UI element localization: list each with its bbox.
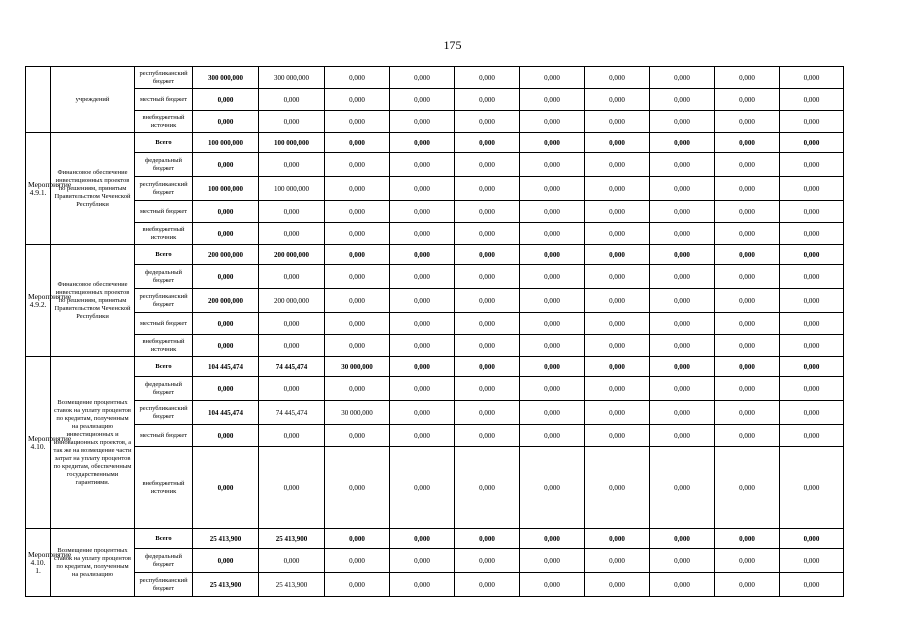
amount-cell: 0,000 xyxy=(455,313,520,335)
amount-cell: 100 000,000 xyxy=(193,133,259,153)
amount-cell: 0,000 xyxy=(650,313,715,335)
measure-name: Возмещение процентных ставок на уплату процентов по кредитам, полученным на реализацию инвестиционных и инновационных проектов, а так же на возмещение части затрат на уплату процентов по кредитам, обеспеченным государственными гарантиями. xyxy=(51,357,135,529)
funding-source: Всего xyxy=(135,245,193,265)
amount-cell: 0,000 xyxy=(390,425,455,447)
amount-cell: 0,000 xyxy=(715,245,780,265)
amount-cell: 0,000 xyxy=(259,549,325,573)
amount-cell: 0,000 xyxy=(455,401,520,425)
amount-cell: 0,000 xyxy=(650,529,715,549)
measure-id: Мероприятие 4.10. 1. xyxy=(26,529,51,597)
amount-cell: 0,000 xyxy=(650,549,715,573)
amount-cell: 0,000 xyxy=(193,111,259,133)
amount-cell: 100 000,000 xyxy=(193,177,259,201)
amount-cell: 0,000 xyxy=(585,313,650,335)
amount-cell: 0,000 xyxy=(520,401,585,425)
amount-cell: 0,000 xyxy=(390,357,455,377)
amount-cell: 0,000 xyxy=(650,133,715,153)
amount-cell: 200 000,000 xyxy=(259,289,325,313)
amount-cell: 0,000 xyxy=(715,111,780,133)
amount-cell: 0,000 xyxy=(325,153,390,177)
amount-cell: 0,000 xyxy=(715,425,780,447)
amount-cell: 0,000 xyxy=(520,425,585,447)
amount-cell: 0,000 xyxy=(650,425,715,447)
amount-cell: 0,000 xyxy=(520,289,585,313)
amount-cell: 0,000 xyxy=(715,357,780,377)
amount-cell: 0,000 xyxy=(390,201,455,223)
amount-cell: 0,000 xyxy=(325,89,390,111)
amount-cell: 0,000 xyxy=(390,401,455,425)
amount-cell: 0,000 xyxy=(715,67,780,89)
amount-cell: 0,000 xyxy=(455,223,520,245)
amount-cell: 0,000 xyxy=(585,289,650,313)
measure-name: Возмещение процентных ставок на уплату процентов по кредитам, полученным на реализацию xyxy=(51,529,135,597)
table-row xyxy=(26,529,844,549)
funding-source: республиканский бюджет xyxy=(135,289,193,313)
amount-cell: 0,000 xyxy=(650,357,715,377)
amount-cell: 30 000,000 xyxy=(325,357,390,377)
amount-cell: 200 000,000 xyxy=(193,289,259,313)
amount-cell: 0,000 xyxy=(715,201,780,223)
funding-source: местный бюджет xyxy=(135,313,193,335)
amount-cell: 0,000 xyxy=(780,401,844,425)
amount-cell: 0,000 xyxy=(585,335,650,357)
measure-name: Финансовое обеспечение инвестиционных проектов по решениям, принятым Правительством Чеченской Республики xyxy=(51,245,135,357)
amount-cell: 0,000 xyxy=(325,133,390,153)
funding-source: федеральный бюджет xyxy=(135,549,193,573)
amount-cell: 0,000 xyxy=(780,335,844,357)
table-row xyxy=(26,265,844,289)
funding-source: местный бюджет xyxy=(135,89,193,111)
amount-cell: 0,000 xyxy=(325,377,390,401)
page-number: 175 xyxy=(443,38,462,52)
amount-cell: 0,000 xyxy=(390,313,455,335)
amount-cell: 0,000 xyxy=(585,549,650,573)
amount-cell: 0,000 xyxy=(259,89,325,111)
amount-cell: 0,000 xyxy=(780,89,844,111)
amount-cell: 200 000,000 xyxy=(259,245,325,265)
funding-source: республиканский бюджет xyxy=(135,67,193,89)
amount-cell: 0,000 xyxy=(585,245,650,265)
amount-cell: 0,000 xyxy=(780,67,844,89)
amount-cell: 0,000 xyxy=(193,313,259,335)
amount-cell: 0,000 xyxy=(585,133,650,153)
amount-cell: 0,000 xyxy=(390,549,455,573)
amount-cell: 0,000 xyxy=(193,265,259,289)
amount-cell: 0,000 xyxy=(650,289,715,313)
amount-cell: 0,000 xyxy=(715,549,780,573)
amount-cell: 100 000,000 xyxy=(259,177,325,201)
amount-cell: 0,000 xyxy=(325,573,390,597)
table-row xyxy=(26,425,844,447)
amount-cell: 0,000 xyxy=(650,177,715,201)
amount-cell: 0,000 xyxy=(585,201,650,223)
amount-cell: 0,000 xyxy=(193,153,259,177)
amount-cell: 0,000 xyxy=(650,245,715,265)
amount-cell: 0,000 xyxy=(193,201,259,223)
amount-cell: 0,000 xyxy=(585,111,650,133)
amount-cell: 0,000 xyxy=(780,245,844,265)
amount-cell: 0,000 xyxy=(715,377,780,401)
funding-source: республиканский бюджет xyxy=(135,177,193,201)
amount-cell: 0,000 xyxy=(325,265,390,289)
amount-cell: 0,000 xyxy=(390,529,455,549)
funding-source: Всего xyxy=(135,357,193,377)
amount-cell: 0,000 xyxy=(520,245,585,265)
amount-cell: 0,000 xyxy=(390,133,455,153)
amount-cell: 0,000 xyxy=(455,357,520,377)
amount-cell: 0,000 xyxy=(780,313,844,335)
amount-cell: 200 000,000 xyxy=(193,245,259,265)
amount-cell: 0,000 xyxy=(455,377,520,401)
amount-cell: 0,000 xyxy=(715,153,780,177)
amount-cell: 0,000 xyxy=(325,447,390,529)
amount-cell: 0,000 xyxy=(325,335,390,357)
amount-cell: 0,000 xyxy=(715,133,780,153)
amount-cell: 0,000 xyxy=(520,447,585,529)
amount-cell: 0,000 xyxy=(259,201,325,223)
amount-cell: 0,000 xyxy=(325,529,390,549)
table-row xyxy=(26,177,844,201)
measure-id: Мероприятие 4.9.2. xyxy=(26,245,51,357)
measure-id xyxy=(26,67,51,133)
amount-cell: 25 413,900 xyxy=(259,573,325,597)
amount-cell: 0,000 xyxy=(193,425,259,447)
funding-source: федеральный бюджет xyxy=(135,153,193,177)
amount-cell: 100 000,000 xyxy=(259,133,325,153)
funding-source: местный бюджет xyxy=(135,201,193,223)
measure-id: Мероприятие 4.9.1. xyxy=(26,133,51,245)
amount-cell: 0,000 xyxy=(455,335,520,357)
amount-cell: 0,000 xyxy=(585,223,650,245)
amount-cell: 0,000 xyxy=(455,425,520,447)
amount-cell: 0,000 xyxy=(715,447,780,529)
amount-cell: 0,000 xyxy=(259,265,325,289)
amount-cell: 0,000 xyxy=(520,223,585,245)
amount-cell: 0,000 xyxy=(259,335,325,357)
amount-cell: 0,000 xyxy=(650,335,715,357)
amount-cell: 0,000 xyxy=(780,289,844,313)
measure-name: учреждений xyxy=(51,67,135,133)
amount-cell: 0,000 xyxy=(715,573,780,597)
amount-cell: 104 445,474 xyxy=(193,357,259,377)
amount-cell: 0,000 xyxy=(780,153,844,177)
funding-source: внебюджетный источник xyxy=(135,447,193,529)
amount-cell: 0,000 xyxy=(455,289,520,313)
amount-cell: 25 413,900 xyxy=(259,529,325,549)
amount-cell: 0,000 xyxy=(455,265,520,289)
table-row xyxy=(26,573,844,597)
amount-cell: 0,000 xyxy=(585,573,650,597)
amount-cell: 0,000 xyxy=(455,89,520,111)
amount-cell: 0,000 xyxy=(455,67,520,89)
amount-cell: 0,000 xyxy=(520,153,585,177)
table-row xyxy=(26,289,844,313)
amount-cell: 0,000 xyxy=(520,357,585,377)
amount-cell: 0,000 xyxy=(520,67,585,89)
amount-cell: 0,000 xyxy=(390,335,455,357)
amount-cell: 0,000 xyxy=(520,529,585,549)
amount-cell: 25 413,900 xyxy=(193,573,259,597)
table-row xyxy=(26,549,844,573)
amount-cell: 0,000 xyxy=(650,447,715,529)
amount-cell: 0,000 xyxy=(390,223,455,245)
amount-cell: 0,000 xyxy=(325,223,390,245)
budget-table xyxy=(25,66,844,597)
amount-cell: 0,000 xyxy=(650,223,715,245)
amount-cell: 0,000 xyxy=(325,313,390,335)
amount-cell: 0,000 xyxy=(325,201,390,223)
amount-cell: 0,000 xyxy=(780,425,844,447)
amount-cell: 0,000 xyxy=(455,111,520,133)
funding-source: республиканский бюджет xyxy=(135,573,193,597)
amount-cell: 0,000 xyxy=(650,89,715,111)
amount-cell: 0,000 xyxy=(193,223,259,245)
amount-cell: 0,000 xyxy=(650,377,715,401)
table-row xyxy=(26,89,844,111)
amount-cell: 0,000 xyxy=(520,201,585,223)
amount-cell: 0,000 xyxy=(259,313,325,335)
amount-cell: 0,000 xyxy=(390,67,455,89)
amount-cell: 0,000 xyxy=(780,223,844,245)
table-row xyxy=(26,447,844,529)
table-row xyxy=(26,357,844,377)
amount-cell: 0,000 xyxy=(715,89,780,111)
amount-cell: 0,000 xyxy=(715,335,780,357)
amount-cell: 0,000 xyxy=(780,447,844,529)
amount-cell: 300 000,000 xyxy=(259,67,325,89)
amount-cell: 0,000 xyxy=(259,447,325,529)
amount-cell: 0,000 xyxy=(520,573,585,597)
amount-cell: 0,000 xyxy=(650,201,715,223)
amount-cell: 0,000 xyxy=(193,549,259,573)
amount-cell: 0,000 xyxy=(715,223,780,245)
amount-cell: 0,000 xyxy=(780,133,844,153)
amount-cell: 0,000 xyxy=(390,447,455,529)
amount-cell: 0,000 xyxy=(650,67,715,89)
funding-source: Всего xyxy=(135,133,193,153)
table-row xyxy=(26,245,844,265)
amount-cell: 0,000 xyxy=(520,335,585,357)
amount-cell: 0,000 xyxy=(585,447,650,529)
amount-cell: 0,000 xyxy=(455,153,520,177)
amount-cell: 0,000 xyxy=(455,573,520,597)
amount-cell: 0,000 xyxy=(325,67,390,89)
amount-cell: 0,000 xyxy=(390,245,455,265)
amount-cell: 0,000 xyxy=(455,133,520,153)
amount-cell: 0,000 xyxy=(520,313,585,335)
amount-cell: 0,000 xyxy=(715,177,780,201)
amount-cell: 0,000 xyxy=(193,377,259,401)
amount-cell: 0,000 xyxy=(455,447,520,529)
measure-id: Мероприятие 4.10. xyxy=(26,357,51,529)
amount-cell: 0,000 xyxy=(585,177,650,201)
funding-source: Всего xyxy=(135,529,193,549)
amount-cell: 0,000 xyxy=(390,89,455,111)
amount-cell: 0,000 xyxy=(520,265,585,289)
amount-cell: 0,000 xyxy=(193,447,259,529)
amount-cell: 0,000 xyxy=(650,265,715,289)
amount-cell: 0,000 xyxy=(520,177,585,201)
amount-cell: 0,000 xyxy=(325,177,390,201)
amount-cell: 0,000 xyxy=(780,265,844,289)
amount-cell: 0,000 xyxy=(455,245,520,265)
table-row xyxy=(26,201,844,223)
amount-cell: 0,000 xyxy=(585,425,650,447)
funding-source: внебюджетный источник xyxy=(135,223,193,245)
funding-source: федеральный бюджет xyxy=(135,377,193,401)
table-row xyxy=(26,67,844,89)
funding-source: местный бюджет xyxy=(135,425,193,447)
amount-cell: 0,000 xyxy=(520,133,585,153)
amount-cell: 0,000 xyxy=(390,153,455,177)
amount-cell: 74 445,474 xyxy=(259,401,325,425)
measure-name: Финансовое обеспечение инвестиционных проектов по решениям, принятым Правительством Чеченской Республики xyxy=(51,133,135,245)
table-row xyxy=(26,313,844,335)
amount-cell: 0,000 xyxy=(390,265,455,289)
amount-cell: 0,000 xyxy=(780,529,844,549)
amount-cell: 0,000 xyxy=(325,549,390,573)
amount-cell: 0,000 xyxy=(520,111,585,133)
amount-cell: 0,000 xyxy=(715,265,780,289)
amount-cell: 0,000 xyxy=(585,377,650,401)
amount-cell: 0,000 xyxy=(325,111,390,133)
amount-cell: 0,000 xyxy=(715,289,780,313)
amount-cell: 0,000 xyxy=(715,401,780,425)
table-row xyxy=(26,401,844,425)
amount-cell: 0,000 xyxy=(193,335,259,357)
funding-source: республиканский бюджет xyxy=(135,401,193,425)
funding-source: федеральный бюджет xyxy=(135,265,193,289)
amount-cell: 0,000 xyxy=(585,153,650,177)
amount-cell: 0,000 xyxy=(193,89,259,111)
amount-cell: 0,000 xyxy=(780,573,844,597)
amount-cell: 0,000 xyxy=(780,549,844,573)
funding-source: внебюджетный источник xyxy=(135,111,193,133)
table-row xyxy=(26,133,844,153)
amount-cell: 25 413,900 xyxy=(193,529,259,549)
table-row xyxy=(26,111,844,133)
amount-cell: 0,000 xyxy=(585,265,650,289)
amount-cell: 0,000 xyxy=(780,111,844,133)
amount-cell: 0,000 xyxy=(455,201,520,223)
amount-cell: 0,000 xyxy=(390,111,455,133)
amount-cell: 0,000 xyxy=(715,529,780,549)
amount-cell: 0,000 xyxy=(259,223,325,245)
budget-table-body xyxy=(26,67,844,597)
amount-cell: 0,000 xyxy=(650,111,715,133)
amount-cell: 0,000 xyxy=(259,425,325,447)
amount-cell: 0,000 xyxy=(520,89,585,111)
amount-cell: 0,000 xyxy=(585,89,650,111)
table-row xyxy=(26,335,844,357)
amount-cell: 0,000 xyxy=(455,549,520,573)
amount-cell: 0,000 xyxy=(455,529,520,549)
funding-source: внебюджетный источник xyxy=(135,335,193,357)
amount-cell: 0,000 xyxy=(390,289,455,313)
amount-cell: 0,000 xyxy=(780,377,844,401)
amount-cell: 0,000 xyxy=(325,425,390,447)
amount-cell: 0,000 xyxy=(780,357,844,377)
amount-cell: 0,000 xyxy=(585,67,650,89)
amount-cell: 0,000 xyxy=(650,153,715,177)
amount-cell: 0,000 xyxy=(650,401,715,425)
amount-cell: 0,000 xyxy=(715,313,780,335)
amount-cell: 0,000 xyxy=(520,377,585,401)
amount-cell: 0,000 xyxy=(259,377,325,401)
amount-cell: 104 445,474 xyxy=(193,401,259,425)
amount-cell: 0,000 xyxy=(780,177,844,201)
amount-cell: 0,000 xyxy=(585,401,650,425)
amount-cell: 74 445,474 xyxy=(259,357,325,377)
amount-cell: 30 000,000 xyxy=(325,401,390,425)
table-row xyxy=(26,223,844,245)
amount-cell: 0,000 xyxy=(390,377,455,401)
amount-cell: 0,000 xyxy=(259,153,325,177)
amount-cell: 0,000 xyxy=(585,357,650,377)
table-row xyxy=(26,153,844,177)
amount-cell: 0,000 xyxy=(325,245,390,265)
table-row xyxy=(26,377,844,401)
amount-cell: 0,000 xyxy=(650,573,715,597)
amount-cell: 0,000 xyxy=(390,573,455,597)
amount-cell: 0,000 xyxy=(585,529,650,549)
amount-cell: 0,000 xyxy=(259,111,325,133)
amount-cell: 300 000,000 xyxy=(193,67,259,89)
amount-cell: 0,000 xyxy=(390,177,455,201)
amount-cell: 0,000 xyxy=(780,201,844,223)
amount-cell: 0,000 xyxy=(455,177,520,201)
amount-cell: 0,000 xyxy=(520,549,585,573)
amount-cell: 0,000 xyxy=(325,289,390,313)
